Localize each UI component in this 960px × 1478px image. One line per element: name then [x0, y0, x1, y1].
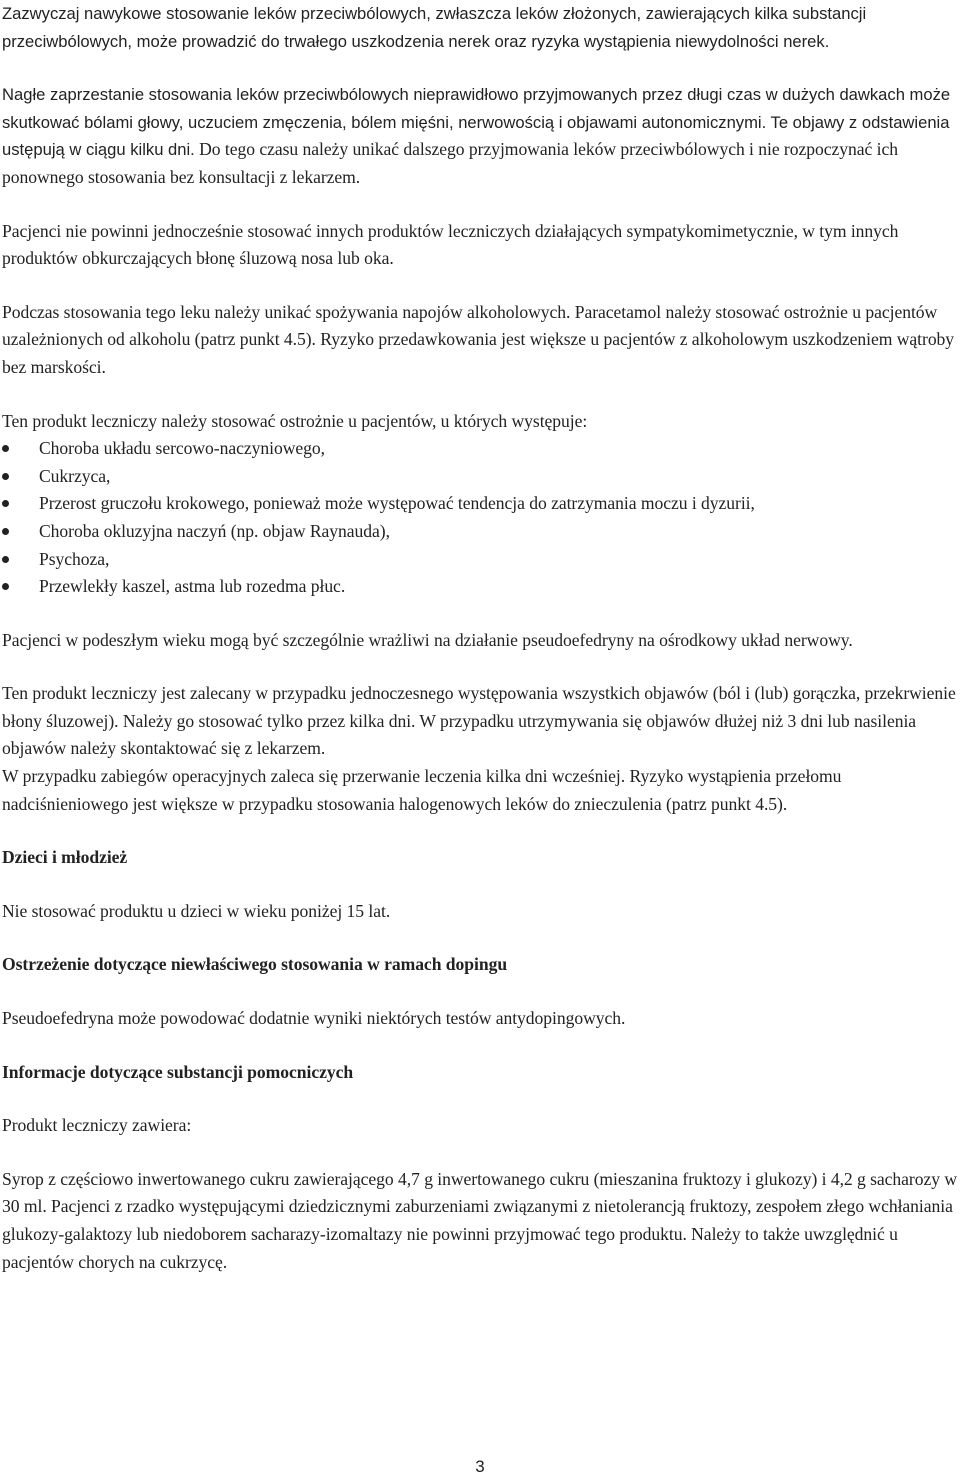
list-item [2, 546, 957, 574]
list-item-text: Choroba układu sercowo-naczyniowego, [39, 438, 325, 459]
bullet-icon [2, 583, 9, 590]
list-item-text: Cukrzyca, [39, 465, 111, 486]
list-item-text: Choroba okluzyjna naczyń (np. objaw Raynauda), [39, 520, 390, 541]
paragraph-children-age: Nie stosować produktu u dzieci w wieku poniżej 15 lat. [2, 900, 391, 921]
paragraph-recommended-use: Ten produkt leczniczy jest zalecany w przypadku jednoczesnego występowania wszystkich objawów (ból i (lub) gorączka, przekrwienie błony śluzowej). Należy go stosować tylko przez kilka dni. W przypadku utrzymywania się objawów dłużej niż 3 dni lub nasilenia objawów należy skontaktować się z lekarzem. [2, 683, 956, 759]
paragraph-caution-intro: Ten produkt leczniczy należy stosować ostrożnie u pacjentów, u których występuje: [2, 410, 588, 431]
bullet-icon [2, 445, 9, 452]
paragraph-sympathomimetics: Pacjenci nie powinni jednocześnie stosować innych produktów leczniczych działających sympatykomimetycznie, w tym innych produktów obkurczających błonę śluzową nosa lub oka. [2, 220, 899, 269]
paragraph-doping: Pseudoefedryna może powodować dodatnie wyniki niektórych testów antydopingowych. [2, 1008, 626, 1029]
bullet-icon [2, 556, 9, 563]
list-item [2, 490, 957, 518]
paragraph-contains: Produkt leczniczy zawiera: [2, 1115, 192, 1136]
paragraph-syrup: Syrop z częściowo inwertowanego cukru zawierającego 4,7 g inwertowanego cukru (mieszanina fruktozy i glukozy) i 4,2 g sacharozy w 30 ml. Pacjenci z rzadko występującymi dziedzicznymi zaburzeniami związanymi z nietolerancją fruktozy, zespołem złego wchłaniania glukozy-galaktozy lub niedoborem sacharazy-izomaltazy nie powinni przyjmować tego produktu. Należy to także uwzględnić u pacjentów chorych na cukrzycę. [2, 1168, 957, 1272]
withdrawal-text-part1: Nagłe zaprzestanie stosowania leków przeciwbólowych nieprawidłowo przyjmowanych przez długi czas w dużych dawkach może skutkować bólami głowy, uczuciem zmęczenia, bólem mięśni, nerwowością i objawami autonomicznymi. Te objawy z odstawienia ustępują w ciągu kilku dni. [2, 85, 951, 160]
heading-doping: Ostrzeżenie dotyczące niewłaściwego stosowania w ramach dopingu [2, 954, 508, 975]
heading-excipients: Informacje dotyczące substancji pomocniczych [2, 1061, 354, 1082]
withdrawal-text-part2: Do tego czasu należy unikać dalszego przyjmowania leków przeciwbólowych i nie rozpoczynać ich ponownego stosowania bez konsultacji z lekarzem. [2, 139, 898, 187]
heading-children: Dzieci i młodzież [2, 847, 128, 868]
list-item-text: Przerost gruczołu krokowego, ponieważ może występować tendencja do zatrzymania moczu i dyzurii, [39, 493, 755, 514]
paragraph-habitual-use: Zazwyczaj nawykowe stosowanie leków przeciwbólowych, zwłaszcza leków złożonych, zawierających kilka substancji przeciwbólowych, może prowadzić do trwałego uszkodzenia nerek oraz ryzyka wystąpienia niewydolności nerek. [2, 4, 867, 51]
document-body [2, 0, 957, 1276]
list-item [2, 518, 957, 546]
list-item-text: Psychoza, [39, 548, 110, 569]
conditions-list [2, 435, 957, 601]
list-item [2, 435, 957, 463]
list-item [2, 463, 957, 491]
page-number: 3 [475, 1457, 485, 1476]
list-item-text: Przewlekły kaszel, astma lub rozedma płuc. [39, 576, 346, 597]
list-item [2, 573, 957, 601]
paragraph-alcohol: Podczas stosowania tego leku należy unikać spożywania napojów alkoholowych. Paracetamol należy stosować ostrożnie u pacjentów uzależnionych od alkoholu (patrz punkt 4.5). Ryzyko przedawkowania jest większe u pacjentów z alkoholowym uszkodzeniem wątroby bez marskości. [2, 301, 955, 377]
paragraph-withdrawal [2, 81, 957, 191]
bullet-icon [2, 500, 9, 507]
bullet-icon [2, 528, 9, 535]
bullet-icon [2, 473, 9, 480]
paragraph-elderly: Pacjenci w podeszłym wieku mogą być szczególnie wrażliwi na działanie pseudoefedryny na ośrodkowy układ nerwowy. [2, 629, 853, 650]
paragraph-surgery: W przypadku zabiegów operacyjnych zaleca się przerwanie leczenia kilka dni wcześniej. Ryzyko wystąpienia przełomu nadciśnieniowego jest większe w przypadku stosowania halogenowych leków do znieczulenia (patrz punkt 4.5). [2, 766, 842, 814]
